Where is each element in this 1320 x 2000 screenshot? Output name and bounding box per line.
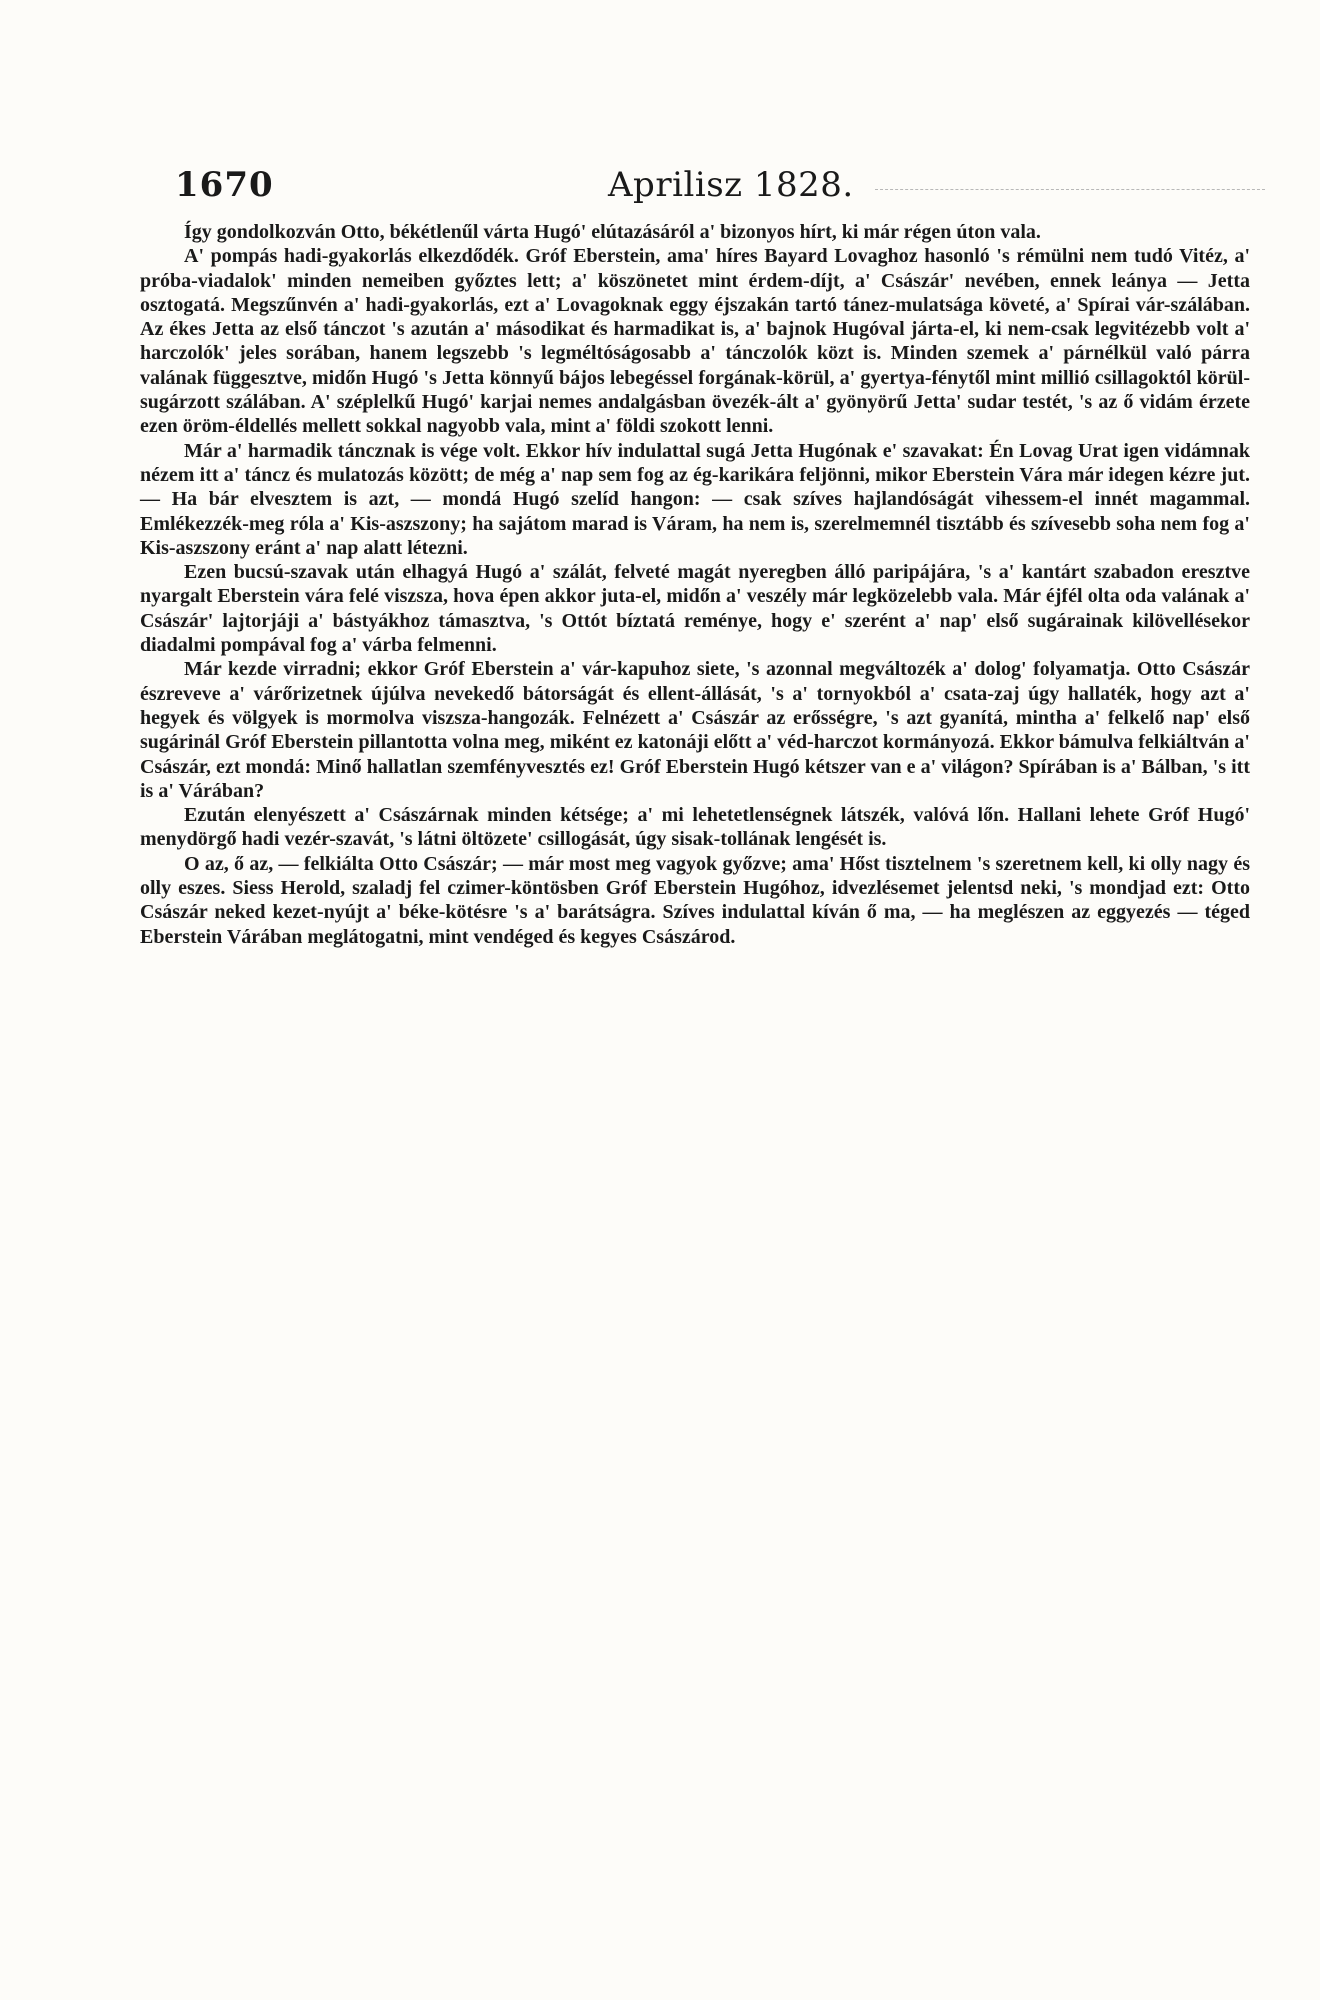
paragraph: Ezután elenyészett a' Császárnak minden kétsége; a' mi lehetetlenségnek látszék, valóvá lőn. Hallani lehete Gróf Hugó' menydörgő hadi vezér-szavát, 's látni öltözete' csillogását, úgy sisak-tollának lengését is.	[140, 804, 1250, 851]
paragraph: Ezen bucsú-szavak után elhagyá Hugó a' szálát, felveté magát nyeregben álló paripájára, 's a' kantárt szabadon eresztve nyargalt Eberstein vára felé viszsza, hova épen akkor juta-el, midőn a' veszély már legközelebb vala. Már éjfél olta oda valának a' Császár' lajtorjáji a' bástyákhoz támasztva, 's Ottót bíztatá reménye, hogy e' szerént a' nap' első sugárainak kilövellésekor diadalmi pompával fog a' várba felmenni.	[140, 561, 1250, 657]
body-text	[140, 220, 1250, 949]
page-number: 1670	[175, 165, 274, 205]
paragraph: O az, ő az, — felkiálta Otto Császár; — már most meg vagyok győzve; ama' Hőst tisztelnem 's szeretnem kell, ki olly nagy és olly eszes. Siess Herold, szaladj fel czimer-köntösben Gróf Eberstein Hugóhoz, idvezlésemet jelentsd neki, 's mondjad ezt: Otto Császár neked kezet-nyújt a' béke-kötésre 's a' barátságra. Szíves indulattal kíván ő ma, — ha meglészen az eggyezés — téged Eberstein Várában meglátogatni, mint vendéged és kegyes Császárod.	[140, 852, 1250, 948]
paragraph: Így gondolkozván Otto, békétlenűl várta Hugó' elútazásáról a' bizonyos hírt, ki már régen úton vala.	[184, 221, 1041, 243]
paragraph: Már kezde virradni; ekkor Gróf Eberstein a' vár-kapuhoz siete, 's azonnal megváltozék a' dolog' folyamatja. Otto Császár észreveve a' várőrizetnek újúlva nevekedő bátorságát és ellent-állását, 's a' tornyokból a' csata-zaj úgy hallaték, hogy azt a' hegyek és völgyek is mormolva viszsza-hangozák. Felnézett a' Császár az erősségre, 's azt gyanítá, mintha a' felkelő nap' első sugárinál Gróf Eberstein pillantotta volna meg, miként ez katonáji előtt a' véd-harczot kormányozá. Ekkor bámulva felkiáltván a' Császár, ezt mondá: Minő hallatlan szemfényvesztés ez! Gróf Eberstein Hugó kétszer van e a' világon? Spírában is a' Bálban, 's itt is a' Várában?	[140, 658, 1250, 802]
running-head: Aprilisz 1828.	[608, 165, 854, 205]
header-rule	[875, 189, 1265, 190]
paragraph: A' pompás hadi-gyakorlás elkezdődék. Gróf Eberstein, ama' híres Bayard Lovaghoz hasonló 's rémülni nem tudó Vitéz, a' próba-viadalok' minden nemeiben győztes lett; a' köszönetet mint érdem-díjt, a' Császár' nevében, ennek leánya — Jetta osztogatá. Megszűnvén a' hadi-gyakorlás, ezt a' Lovagoknak eggy éjszakán tartó tánez-mulatsága követé, a' Spírai vár-szálában. Az ékes Jetta az első tánczot 's azután a' másodikat és harmadikat is, a' bajnok Hugóval járta-el, ki nem-csak legvitézebb volt a' harczolók' jeles sorában, hanem legszebb 's legméltóságosabb a' tánczolók közt is. Minden szemek a' párnélkül való párra valának függesztve, midőn Hugó 's Jetta könnyű bájos lebegéssel forgának-körül, a' gyertya-fénytől mint millió csillagoktól körül-sugárzott szálában. A' széplelkű Hugó' karjai nemes andalgásban övezék-ált a' gyönyörű Jetta' sudar testét, 's az ő vidám érzete ezen öröm-éldellés mellett sokkal nagyobb vala, mint a' földi szokott lenni.	[140, 245, 1250, 438]
paragraph: Már a' harmadik táncznak is vége volt. Ekkor hív indulattal sugá Jetta Hugónak e' szavakat: Én Lovag Urat igen vidámnak nézem itt a' táncz és mulatozás között; de még a' nap sem fog az ég-karikára feljönni, mikor Eberstein Vára már idegen kézre jut. — Ha bár elvesztem is azt, — mondá Hugó szelíd hangon: — csak szíves hajlandóságát vihessem-el innét magammal. Emlékezzék-meg róla a' Kis-aszszony; ha sajátom marad is Váram, ha nem is, szerelmemnél tisztább és szívesebb soha nem fog a' Kis-aszszony eránt a' nap alatt létezni.	[140, 439, 1250, 559]
page-header	[175, 165, 1265, 209]
